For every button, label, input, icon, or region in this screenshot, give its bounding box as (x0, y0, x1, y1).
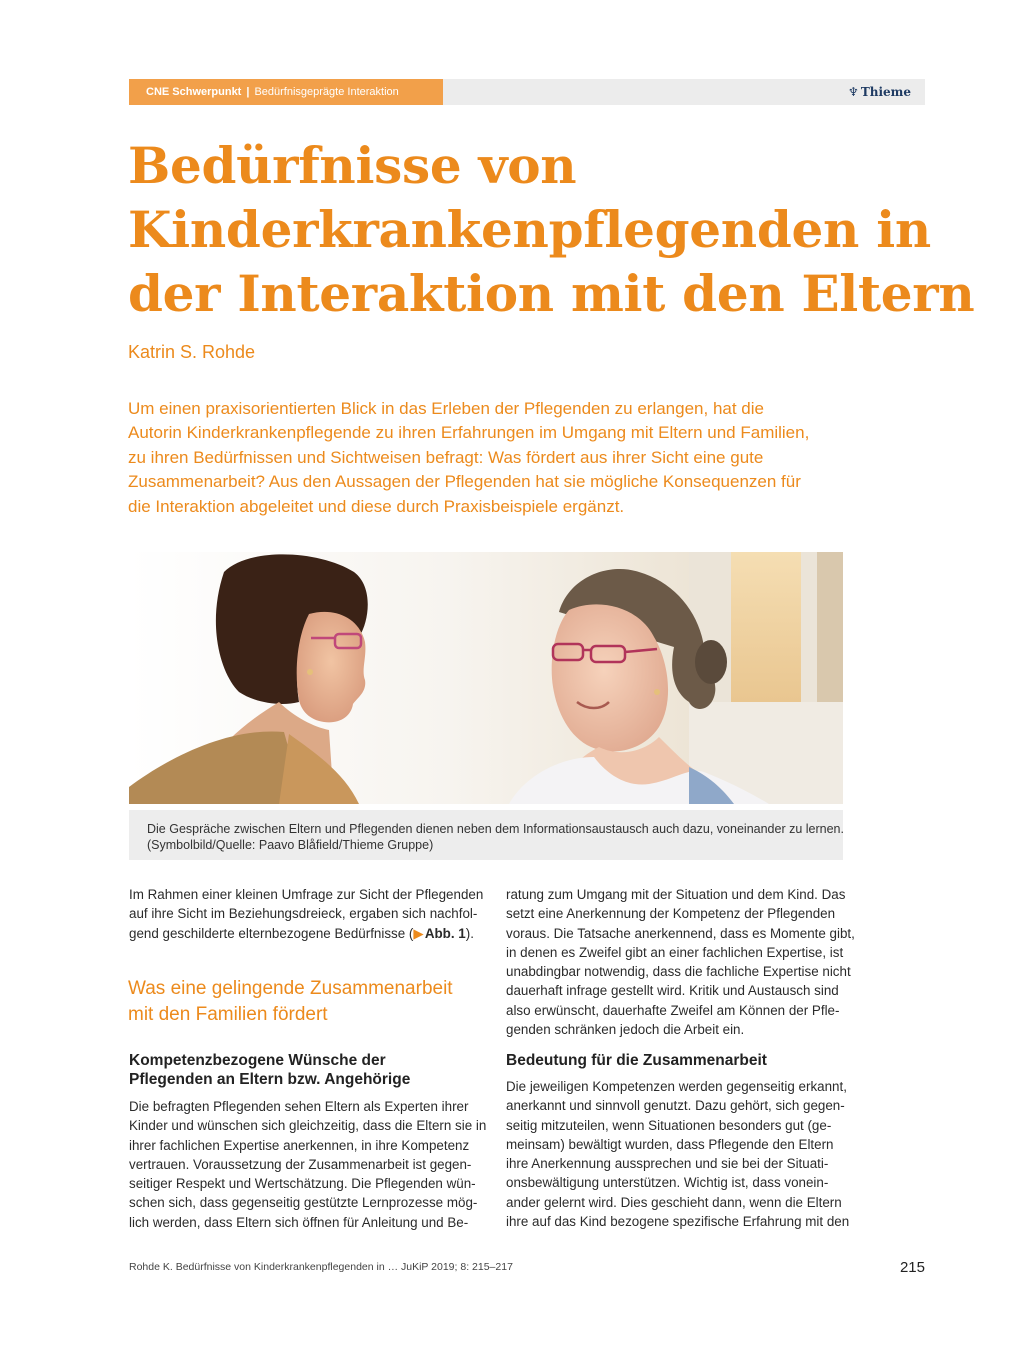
heading-line: mit den Familien fördert (128, 1004, 328, 1025)
body-line: ihre auf das Kind bezogene spezifische Erfahrung mit den (506, 1214, 850, 1230)
subheading-competence-wishes (129, 1051, 410, 1089)
caption-line: Die Gespräche zwischen Eltern und Pflegenden dienen neben dem Informationsaustausch auch dazu, voneinander zu lernen. (147, 822, 844, 836)
lead-line: die Interaktion abgeleitet und diese durch Praxisbeispiele ergänzt. (128, 496, 625, 516)
body-line: also erwünscht, dauerhafte Zweifel am Können der Pfle- (506, 1002, 840, 1018)
body-line: seitiger Respekt und Wertschätzung. Die Pflegenden wün- (129, 1176, 476, 1192)
body-line: Kinder und wünschen sich gleichzeitig, dass die Eltern sie in (129, 1118, 487, 1134)
title-line: Bedürfnisse von (128, 136, 577, 195)
publisher-logo (848, 79, 911, 105)
body-line: vertrauen. Voraussetzung der Zusammenarbeit ist gegen- (129, 1156, 472, 1172)
topic-label: Bedürfnisgeprägte Interaktion (254, 86, 399, 98)
figure-reference-link[interactable]: Abb. 1 (424, 925, 466, 941)
body-line: Die befragten Pflegenden sehen Eltern als Experten ihrer (129, 1099, 469, 1114)
caption-line: (Symbolbild/Quelle: Paavo Blåfield/Thieme Gruppe) (147, 838, 434, 852)
subheading-line: Kompetenzbezogene Wünsche der (129, 1052, 386, 1069)
heading-line: Was eine gelingende Zusammenarbeit (128, 978, 453, 999)
photo-two-women-talking (129, 552, 843, 804)
lead-line: Zusammenarbeit? Aus den Aussagen der Pflegenden hat sie mögliche Konsequenzen für (128, 472, 801, 492)
body-line: seitig mitzuteilen, wenn Situationen besonders gut (ge- (506, 1117, 832, 1133)
title-line: der Interaktion mit den Eltern (128, 264, 975, 323)
body-line: ihre Anerkennung aussprechen und sie bei der Situati- (506, 1156, 829, 1172)
body-line: genden schränken jedoch die Arbeit ein. (506, 1022, 745, 1038)
body-line (129, 924, 474, 943)
section-separator: | (246, 86, 250, 98)
body-line: auf ihre Sicht im Beziehungsdreieck, ergaben sich nachfol- (129, 906, 478, 922)
article-author: Katrin S. Rohde (128, 342, 256, 362)
footer-citation: Rohde K. Bedürfnisse von Kinderkrankenpflegenden in … JuKiP 2019; 8: 215–217 (129, 1261, 513, 1273)
publisher-name: Thieme (860, 85, 911, 99)
body-line: onsbewältigung unterstützen. Wichtig ist, dass vonein- (506, 1175, 829, 1191)
section-heading (128, 976, 453, 1028)
column-2-paragraph-continued (506, 1077, 850, 1231)
column-2-paragraph (506, 885, 855, 1039)
figure-ref-arrow-icon: ▶ (413, 925, 424, 941)
body-line: ihrer fachlichen Expertise anerkennen, in ihre Kompetenz (129, 1137, 470, 1153)
body-line: dauerhaft infrage gestellt wird. Kritik und Austausch sind (506, 983, 839, 999)
body-line: meinsam) bewältigt wurden, dass Pflegende den Eltern (506, 1136, 834, 1152)
body-line: anerkannt und sinnvoll genutzt. Dazu gehört, sich gegen- (506, 1098, 845, 1114)
column-1-paragraph (129, 1097, 487, 1232)
body-line: in denen es Zweifel gibt an einer fachlichen Expertise, ist (506, 944, 844, 960)
body-line: lich werden, dass Eltern sich öffnen für Anleitung und Be- (129, 1214, 469, 1230)
body-line: Im Rahmen einer kleinen Umfrage zur Sicht der Pflegenden (129, 887, 484, 902)
body-line: Die jeweiligen Kompetenzen werden gegenseitig erkannt, (506, 1079, 847, 1094)
section-tag (129, 79, 443, 105)
lead-line: Um einen praxisorientierten Blick in das Erleben der Pflegenden zu erlangen, hat die (128, 399, 764, 418)
lead-line: zu ihren Bedürfnissen und Sichtweisen befragt: Was fördert aus ihrer Sicht eine gute (128, 447, 764, 467)
body-text: ). (465, 925, 474, 941)
figure-caption (129, 810, 843, 860)
title-line: Kinderkrankenpflegenden in (128, 200, 931, 259)
article-title (128, 134, 975, 326)
article-photo (129, 552, 843, 804)
section-label: CNE Schwerpunkt (146, 86, 242, 98)
body-line: schen sich, dass gegenseitig gestützte Lernprozesse mög- (129, 1195, 478, 1211)
subheading-line: Pflegenden an Eltern bzw. Angehörige (129, 1071, 411, 1088)
body-line: voraus. Die Tatsache anerkennend, dass es Momente gibt, (506, 925, 855, 941)
body-text: gend geschilderte elternbezogene Bedürfnisse ( (129, 925, 414, 941)
intro-paragraph (129, 885, 484, 943)
article-lead (128, 397, 848, 519)
subheading-significance: Bedeutung für die Zusammenarbeit (506, 1052, 767, 1069)
body-line: unabdingbar notwendig, dass die fachliche Expertise nicht (506, 964, 851, 980)
lead-line: Autorin Kinderkrankenpflegende zu ihren Erfahrungen im Umgang mit Eltern und Familien, (128, 423, 810, 443)
page-number: 215 (899, 1259, 925, 1276)
body-line: setzt eine Anerkennung der Kompetenz der Pflegenden (506, 906, 836, 922)
body-line: ratung zum Umgang mit der Situation und dem Kind. Das (506, 887, 846, 902)
thieme-logo-icon: ♆ (848, 85, 859, 99)
body-line: ander gelernt wird. Dies geschieht dann, wenn die Eltern (506, 1194, 842, 1210)
